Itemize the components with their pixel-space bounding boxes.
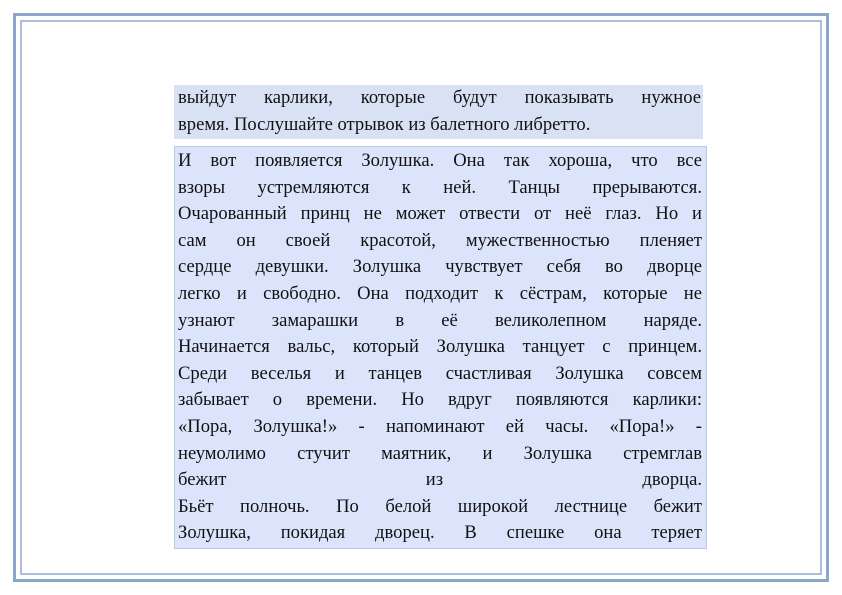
libretto-line: Бьёт полночь. По белой широкой лестнице бежит bbox=[178, 495, 702, 517]
libretto-line: бежит из дворца. bbox=[178, 469, 702, 491]
intro-line: время. Послушайте отрывок из балетного либретто. bbox=[178, 113, 591, 135]
libretto-text-box bbox=[174, 146, 707, 549]
intro-text-box bbox=[174, 85, 703, 139]
intro-line: выйдут карлики, которые будут показывать нужное bbox=[178, 87, 701, 108]
libretto-line: неумолимо стучит маятник, и Золушка стремглав bbox=[178, 442, 702, 464]
libretto-line: забывает о времени. Но вдруг появляются карлики: bbox=[178, 389, 702, 411]
libretto-line: сердце девушки. Золушка чувствует себя во дворце bbox=[178, 256, 702, 278]
libretto-line: взоры устремляются к ней. Танцы прерываются. bbox=[178, 176, 702, 198]
libretto-line: легко и свободно. Она подходит к сёстрам, которые не bbox=[178, 282, 702, 304]
libretto-line: И вот появляется Золушка. Она так хороша, что все bbox=[178, 150, 702, 171]
libretto-line: узнают замарашки в её великолепном наряде. bbox=[178, 309, 702, 331]
libretto-line: Золушка, покидая дворец. В спешке она теряет bbox=[178, 522, 702, 544]
libretto-line: «Пора, Золушка!» - напоминают ей часы. «Пора!» - bbox=[178, 415, 702, 437]
libretto-line: Очарованный принц не может отвести от неё глаз. Но и bbox=[178, 203, 702, 225]
libretto-line: Среди веселья и танцев счастливая Золушка совсем bbox=[178, 362, 702, 384]
libretto-line: Начинается вальс, который Золушка танцует с принцем. bbox=[178, 336, 702, 358]
libretto-line: сам он своей красотой, мужественностью пленяет bbox=[178, 229, 702, 251]
